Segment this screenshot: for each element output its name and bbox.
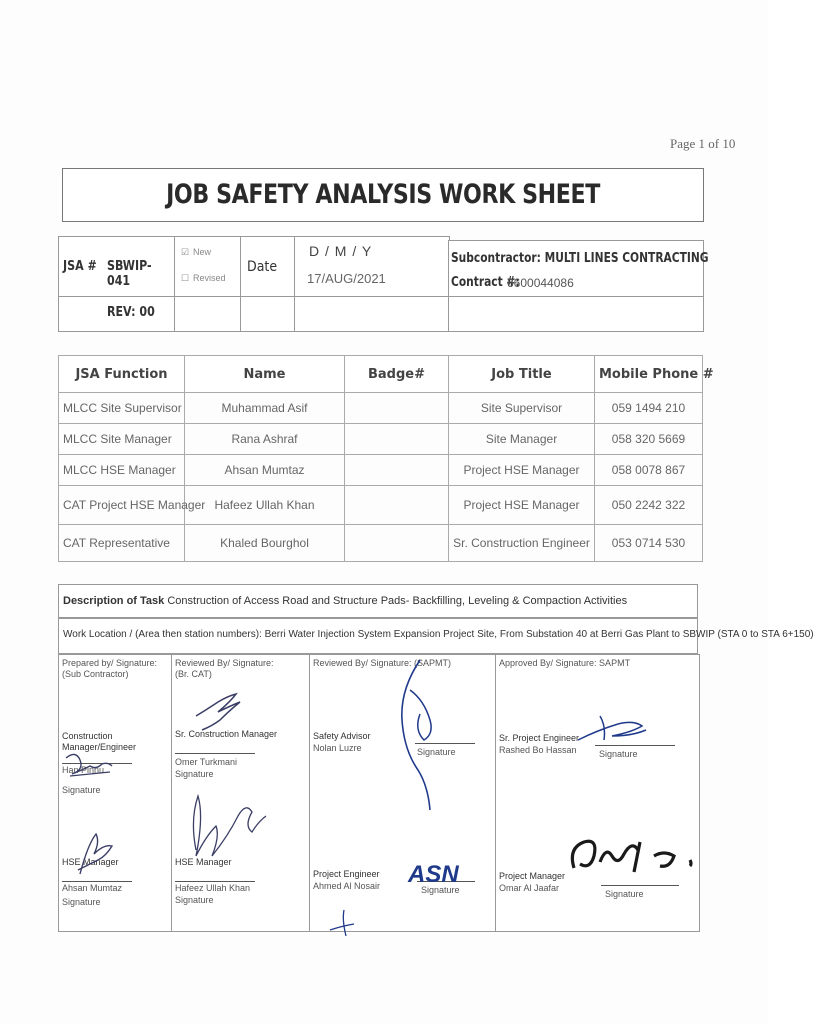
- signer-role: HSE Manager: [62, 857, 119, 867]
- name-cell: Ahsan Mumtaz: [185, 455, 345, 486]
- jsa-function-cell: CAT Representative: [59, 525, 185, 562]
- signer-name: Omar Al Jaafar: [499, 883, 560, 893]
- job-title-cell: Project HSE Manager: [449, 486, 595, 525]
- signature-caption: Signature: [62, 897, 101, 907]
- phone-cell: 058 320 5669: [595, 424, 703, 455]
- signature-mark: [410, 690, 431, 740]
- signature-caption: Signature: [421, 885, 460, 895]
- work-location-text: Work Location / (Area then station numbers): Berri Water Injection System Expansion Project Site, From Substation 40 at Berri Gas Plant to SBWIP (STA 0 to STA 6+150): [63, 629, 814, 640]
- new-checkbox: ☑: [181, 247, 190, 257]
- column-heading: Prepared by/ Signature: (Sub Contractor): [62, 658, 158, 679]
- signer-name: Han Pinnu: [62, 765, 105, 775]
- task-text: Construction of Access Road and Structure Pads- Backfilling, Leveling & Compaction Activities: [167, 595, 628, 607]
- job-title-cell: Project HSE Manager: [449, 455, 595, 486]
- signer-name: Omer Turkmani: [175, 757, 238, 767]
- name-cell: Muhammad Asif: [185, 393, 345, 424]
- contract-number: 6600044086: [507, 276, 574, 290]
- signer-role: Project Engineer: [313, 869, 380, 879]
- jsa-function-cell: MLCC Site Manager: [59, 424, 185, 455]
- column-heading: Reviewed By/ Signature: (Br. CAT): [175, 658, 274, 679]
- signature-mark: [330, 910, 354, 936]
- revised-checkbox: ☐: [181, 273, 190, 283]
- column-header: Name: [185, 356, 345, 393]
- date-label: Date: [247, 259, 278, 275]
- date-value: 17/AUG/2021: [307, 271, 386, 286]
- name-cell: Khaled Bourghol: [185, 525, 345, 562]
- signature-caption: Signature: [599, 749, 638, 759]
- page-number: Page 1 of 10: [670, 136, 736, 151]
- signer-role: Project Manager: [499, 871, 566, 881]
- name-cell: Rana Ashraf: [185, 424, 345, 455]
- jsa-function-cell: MLCC HSE Manager: [59, 455, 185, 486]
- job-title-cell: Sr. Construction Engineer: [449, 525, 595, 562]
- signature-mark: [572, 841, 691, 872]
- contract-label: Contract #:: [451, 275, 520, 290]
- signer-role: HSE Manager: [175, 857, 232, 867]
- subcontractor: Subcontractor: MULTI LINES CONTRACTING: [451, 251, 709, 266]
- signature-mark: [193, 796, 266, 856]
- signature-mark: [78, 834, 112, 874]
- signature-mark: ASN: [408, 861, 459, 888]
- jsa-function-cell: MLCC Site Supervisor: [59, 393, 185, 424]
- column-header: Mobile Phone #: [595, 356, 703, 393]
- column-header: JSA Function: [59, 356, 185, 393]
- task-label: Description of Task: [63, 595, 165, 607]
- column-heading: Reviewed By/ Signature: (SAPMT): [313, 658, 452, 668]
- signature-caption: Signature: [62, 785, 101, 795]
- column-header: Badge#: [345, 356, 449, 393]
- signature-caption: Signature: [175, 895, 214, 905]
- column-heading: Approved By/ Signature: SAPMT: [499, 658, 631, 668]
- phone-cell: 053 0714 530: [595, 525, 703, 562]
- new-label: New: [193, 247, 212, 257]
- job-title-cell: Site Supervisor: [449, 393, 595, 424]
- phone-cell: 058 0078 867: [595, 455, 703, 486]
- jsa-number: SBWIP-041: [107, 259, 152, 289]
- signer-name: Nolan Luzre: [313, 743, 362, 753]
- signer-role: Sr. Construction Manager: [175, 729, 278, 739]
- signature-mark: [196, 694, 240, 730]
- phone-cell: 050 2242 322: [595, 486, 703, 525]
- date-format: D / M / Y: [309, 243, 373, 259]
- signer-name: Ahmed Al Nosair: [313, 881, 381, 891]
- phone-cell: 059 1494 210: [595, 393, 703, 424]
- revision: REV: 00: [107, 305, 155, 320]
- name-cell: Hafeez Ullah Khan: [185, 486, 345, 525]
- signer-name: Hafeez Ullah Khan: [175, 883, 251, 893]
- signer-name: Ahsan Mumtaz: [62, 883, 123, 893]
- signer-role: Sr. Project Engineer: [499, 733, 580, 743]
- signer-role: Construction Manager/Engineer: [62, 731, 137, 752]
- signature-mark: [402, 660, 430, 810]
- signature-caption: Signature: [605, 889, 644, 899]
- signer-role: Safety Advisor: [313, 731, 371, 741]
- document-title: JOB SAFETY ANALYSIS WORK SHEET: [166, 179, 600, 210]
- jsa-function-cell: CAT Project HSE Manager: [59, 486, 185, 525]
- signature-mark: [66, 754, 112, 774]
- signature-caption: Signature: [417, 747, 456, 757]
- revised-label: Revised: [193, 273, 226, 283]
- signature-caption: Signature: [175, 769, 214, 779]
- column-header: Job Title: [449, 356, 595, 393]
- job-title-cell: Site Manager: [449, 424, 595, 455]
- signer-name: Rashed Bo Hassan: [499, 745, 577, 755]
- jsa-label: JSA #: [63, 259, 97, 274]
- signature-mark: [578, 716, 646, 740]
